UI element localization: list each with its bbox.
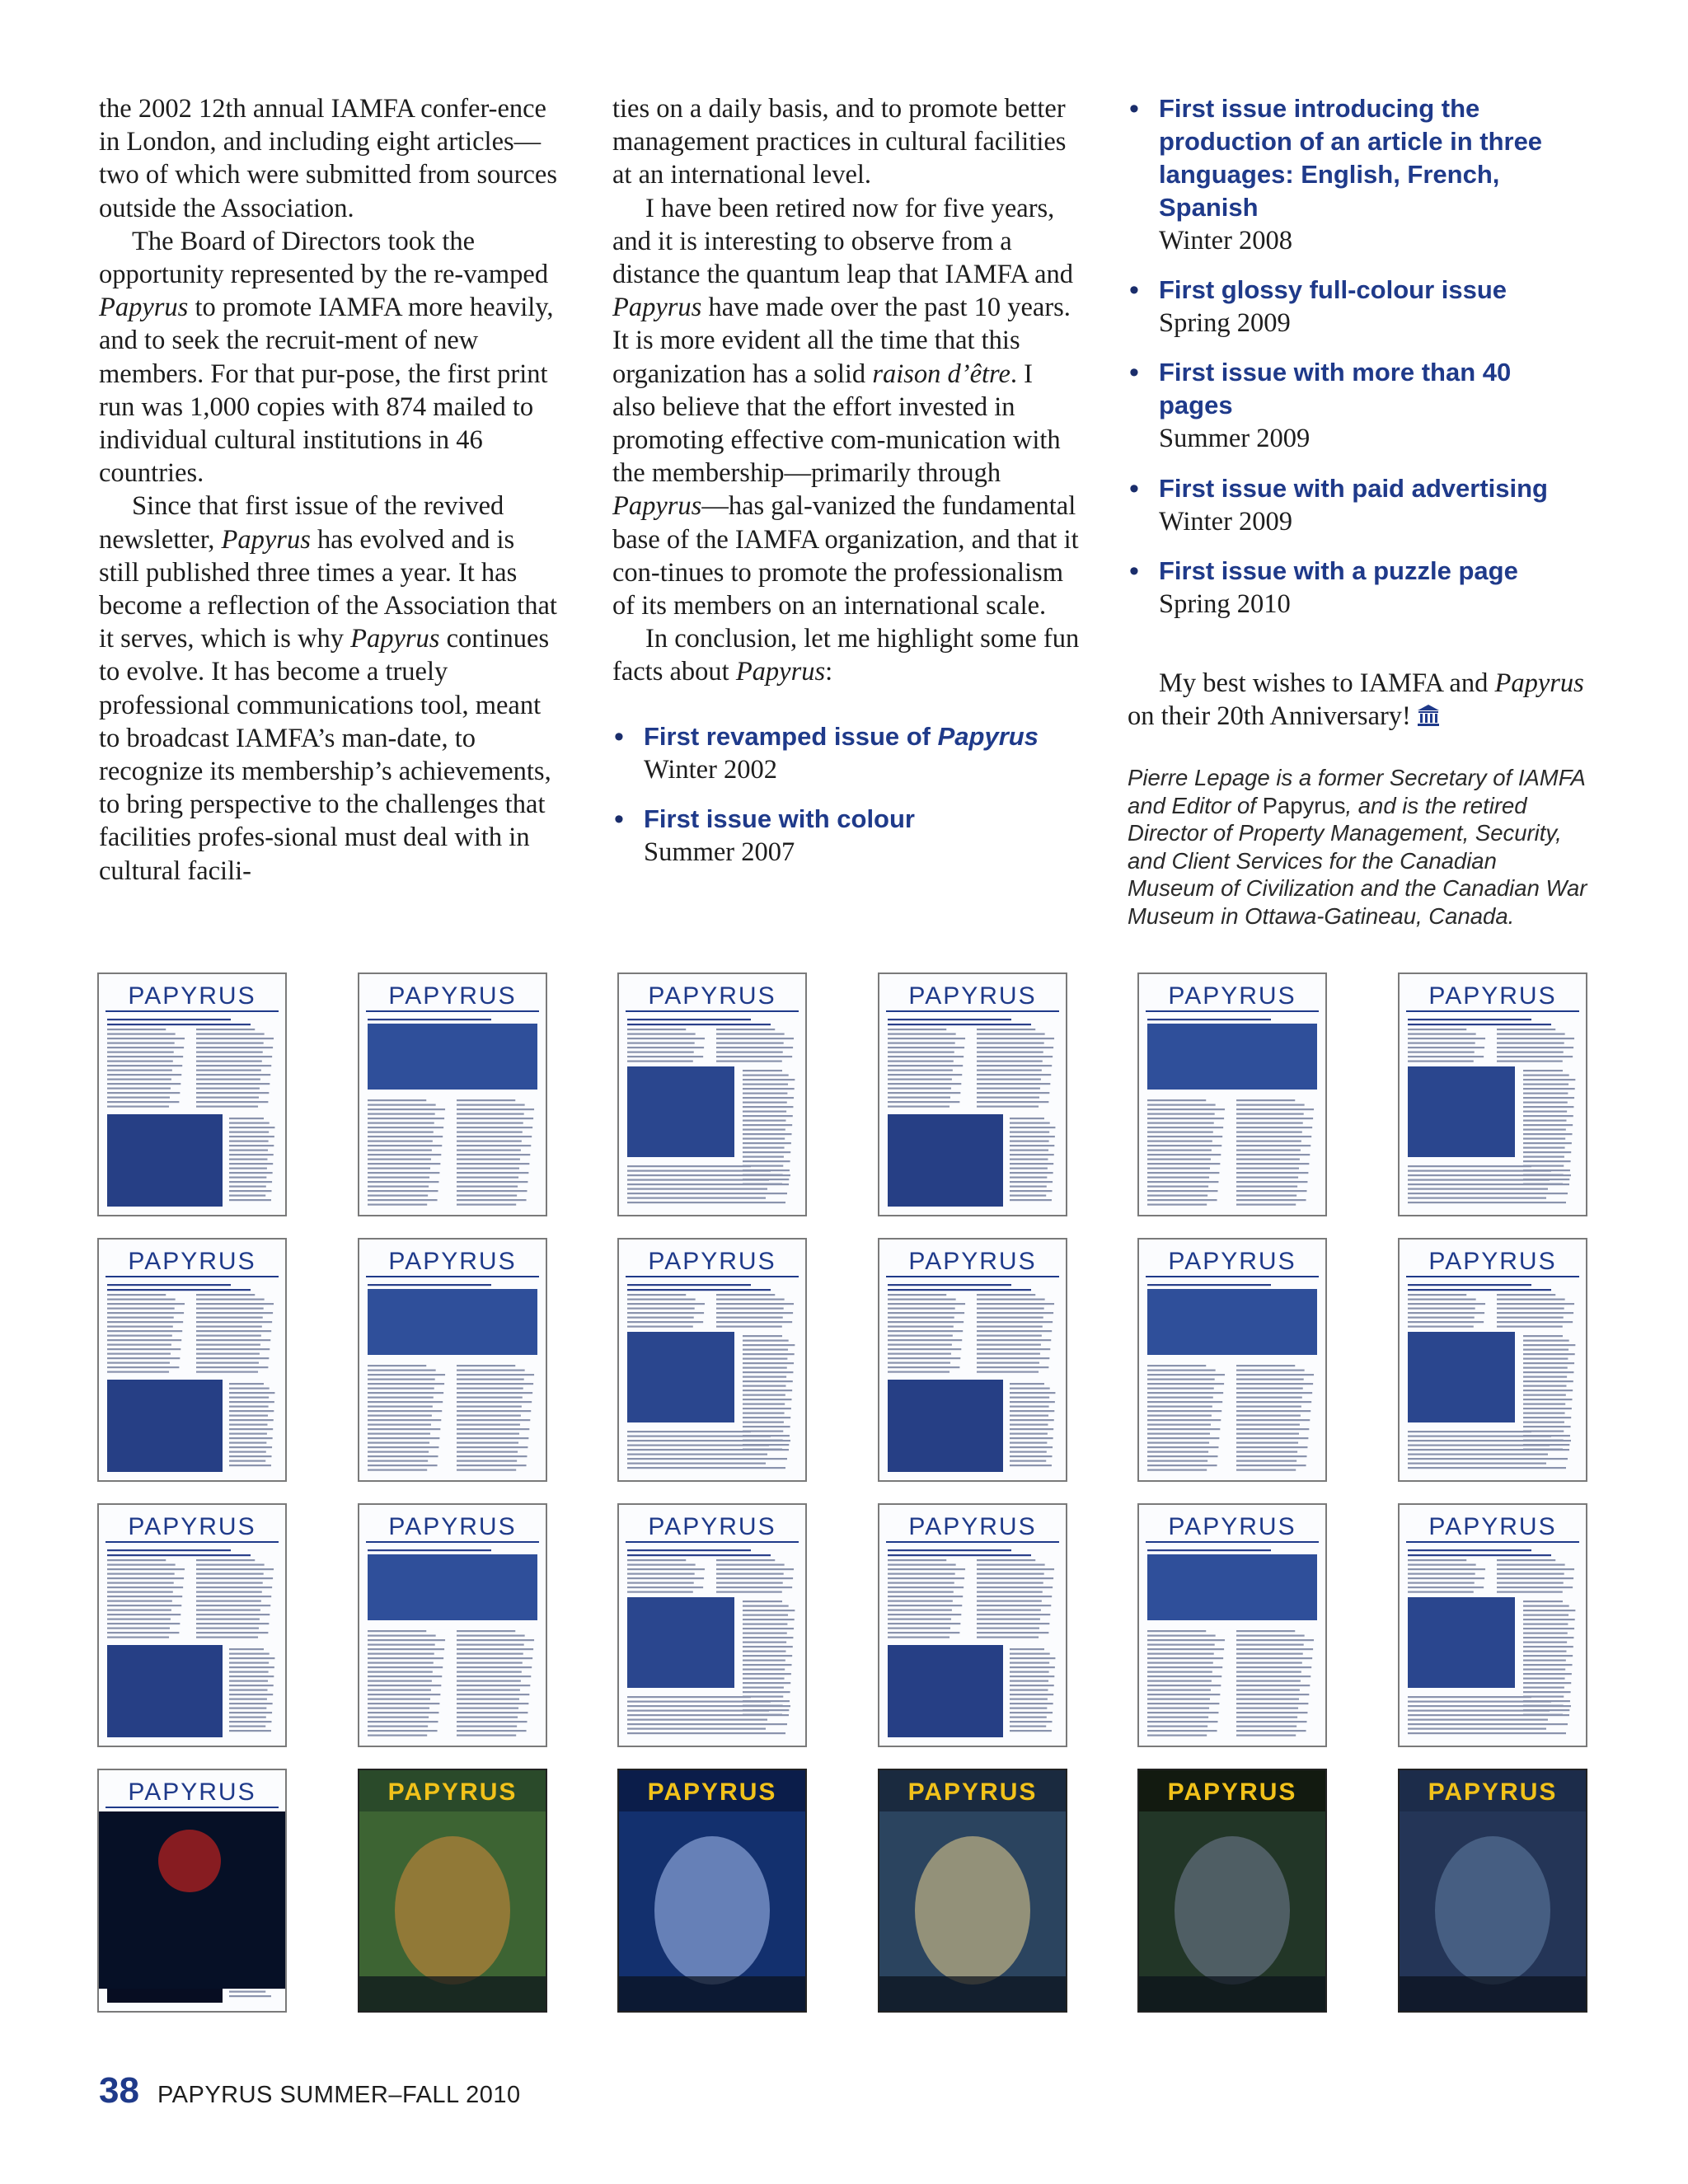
cover-thumbnail (358, 1503, 547, 1747)
cover-thumbnail-image (1400, 1770, 1586, 2011)
fun-facts-list (1128, 92, 1589, 621)
cover-thumbnail-image (1400, 974, 1586, 1215)
list-item: • First issue with a puzzle page Spring 2010 (1128, 555, 1589, 621)
publication-line: PAPYRUS SUMMER–FALL 2010 (157, 2082, 521, 2108)
cover-thumbnail-image (619, 1770, 805, 2011)
cover-thumbnail-image (619, 974, 805, 1215)
cover-masthead: PAPYRUS (128, 1513, 256, 1540)
cover-thumbnail-image (99, 1770, 285, 2011)
article-column-3 (1128, 92, 1589, 930)
cover-masthead: PAPYRUS (908, 982, 1037, 1010)
list-item: • First glossy full-colour issue Spring 2009 (1128, 274, 1589, 340)
cover-thumbnail (878, 1238, 1067, 1482)
cover-masthead: PAPYRUS (1168, 982, 1296, 1010)
paragraph: the 2002 12th annual IAMFA confer-ence in London, and including eight articles—two of which were submitted from sources outside the Association. (99, 94, 557, 223)
cover-thumbnail (617, 1503, 807, 1747)
cover-thumbnail-image (879, 974, 1066, 1215)
cover-masthead: PAPYRUS (908, 1513, 1037, 1540)
cover-thumbnail-image (1400, 1505, 1586, 1746)
cover-thumbnail (1137, 1503, 1327, 1747)
cover-thumbnail-image (99, 1240, 285, 1480)
cover-masthead: PAPYRUS (1428, 1248, 1557, 1275)
cover-thumbnail (97, 1769, 287, 2013)
cover-masthead: PAPYRUS (1428, 1779, 1558, 1806)
cover-masthead: PAPYRUS (648, 1513, 776, 1540)
cover-masthead: PAPYRUS (128, 1779, 256, 1806)
cover-thumbnail-image (1139, 1240, 1325, 1480)
cover-thumbnail (1137, 1769, 1327, 2013)
cover-thumbnail-image (1400, 1240, 1586, 1480)
cover-masthead: PAPYRUS (1428, 1513, 1557, 1540)
cover-thumbnail-image (1139, 1505, 1325, 1746)
list-item: • First issue with colour Summer 2007 (612, 803, 1082, 869)
article-column-2 (612, 92, 1082, 869)
cover-thumbnail (97, 972, 287, 1216)
cover-thumbnail (878, 1503, 1067, 1747)
list-item: • First issue introducing the production of an article in three languages: English, French, Spanish Winter 2008 (1128, 92, 1589, 257)
cover-masthead: PAPYRUS (647, 1779, 777, 1806)
cover-thumbnail (617, 1238, 807, 1482)
paragraph: The Board of Directors took the opportunity represented by the re-vamped Papyrus to promote IAMFA more heavily, and to seek the recruit-ment of new members. For that pur-pose, the first print run was 1,000 copies with 874 mailed to individual cultural institutions in 46 countries. (99, 226, 554, 489)
cover-masthead: PAPYRUS (128, 1248, 256, 1275)
cover-masthead: PAPYRUS (1168, 1248, 1296, 1275)
cover-thumbnail (358, 972, 547, 1216)
cover-thumbnail-grid (97, 972, 1591, 2016)
cover-masthead: PAPYRUS (908, 1248, 1037, 1275)
cover-thumbnail (1398, 972, 1587, 1216)
cover-thumbnail-image (359, 1505, 546, 1746)
paragraph: Since that first issue of the revived newsletter, Papyrus has evolved and is still published three times a year. It has become a reflection of the Association that it serves, which is why Papyrus continues to evolve. It has become a truely professional communications tool, meant to broadcast IAMFA’s man-date, to recognize its membership’s achievements, to bring perspective to the challenges that facilities profes-sional must deal with in cultural facili- (99, 491, 557, 886)
cover-thumbnail-image (1139, 1770, 1325, 2011)
cover-masthead: PAPYRUS (648, 1248, 776, 1275)
cover-thumbnail-image (879, 1770, 1066, 2011)
paragraph: I have been retired now for five years, and it is interesting to observe from a distance the quantum leap that IAMFA and Papyrus have made over the past 10 years. It is more evident all the time that this organization has a solid raison d’être. I also believe that the effort invested in promoting effective com-munication with the membership—primarily through Papyrus—has gal-vanized the fundamental base of the IAMFA organization, and that it con-tinues to promote the professionalism of its members on an international scale. (612, 193, 1079, 621)
cover-masthead: PAPYRUS (388, 1513, 517, 1540)
cover-thumbnail-image (879, 1505, 1066, 1746)
cover-masthead: PAPYRUS (128, 982, 256, 1010)
cover-thumbnail (1398, 1238, 1587, 1482)
cover-thumbnail-image (359, 1240, 546, 1480)
list-item: • First issue with paid advertising Winter 2009 (1128, 472, 1589, 538)
cover-thumbnail-image (99, 974, 285, 1215)
cover-thumbnail (358, 1769, 547, 2013)
cover-masthead: PAPYRUS (388, 982, 517, 1010)
cover-thumbnail-image (1139, 974, 1325, 1215)
page-number: 38 (99, 2070, 139, 2111)
cover-thumbnail-image (619, 1505, 805, 1746)
cover-thumbnail-image (619, 1240, 805, 1480)
paragraph: ties on a daily basis, and to promote better management practices in cultural facilities at an international level. (612, 94, 1067, 190)
closing-wishes: My best wishes to IAMFA and Papyrus on their 20th Anniversary! (1128, 668, 1584, 732)
cover-masthead: PAPYRUS (1167, 1779, 1297, 1806)
list-item: • First revamped issue of Papyrus Winter 2002 (612, 720, 1082, 786)
cover-thumbnail-image (879, 1240, 1066, 1480)
cover-masthead: PAPYRUS (387, 1779, 518, 1806)
cover-thumbnail-image (99, 1505, 285, 1746)
article-column-1 (99, 92, 560, 888)
cover-thumbnail (1398, 1503, 1587, 1747)
cover-masthead: PAPYRUS (1168, 1513, 1296, 1540)
fun-facts-list (612, 720, 1082, 869)
page-footer (99, 2070, 521, 2111)
cover-thumbnail (878, 972, 1067, 1216)
cover-thumbnail (97, 1238, 287, 1482)
cover-thumbnail (97, 1503, 287, 1747)
museum-end-mark-icon (1416, 703, 1441, 728)
cover-thumbnail (358, 1238, 547, 1482)
cover-masthead: PAPYRUS (1428, 982, 1557, 1010)
paragraph: In conclusion, let me highlight some fun facts about Papyrus: (612, 624, 1080, 687)
cover-thumbnail (878, 1769, 1067, 2013)
cover-masthead: PAPYRUS (907, 1779, 1038, 1806)
author-bio: Pierre Lepage is a former Secretary of IAMFA and Editor of Papyrus, and is the retired Director of Property Management, Security, and Client Services for the Canadian Museum of Civilization and the Canadian War Museum in Ottawa-Gatineau, Canada. (1128, 765, 1587, 929)
cover-masthead: PAPYRUS (648, 982, 776, 1010)
cover-masthead: PAPYRUS (388, 1248, 517, 1275)
cover-thumbnail (1398, 1769, 1587, 2013)
cover-thumbnail-image (359, 1770, 546, 2011)
cover-thumbnail (1137, 972, 1327, 1216)
cover-thumbnail (1137, 1238, 1327, 1482)
list-item: • First issue with more than 40 pages Summer 2009 (1128, 356, 1589, 455)
cover-thumbnail-image (359, 974, 546, 1215)
cover-thumbnail (617, 1769, 807, 2013)
cover-thumbnail (617, 972, 807, 1216)
